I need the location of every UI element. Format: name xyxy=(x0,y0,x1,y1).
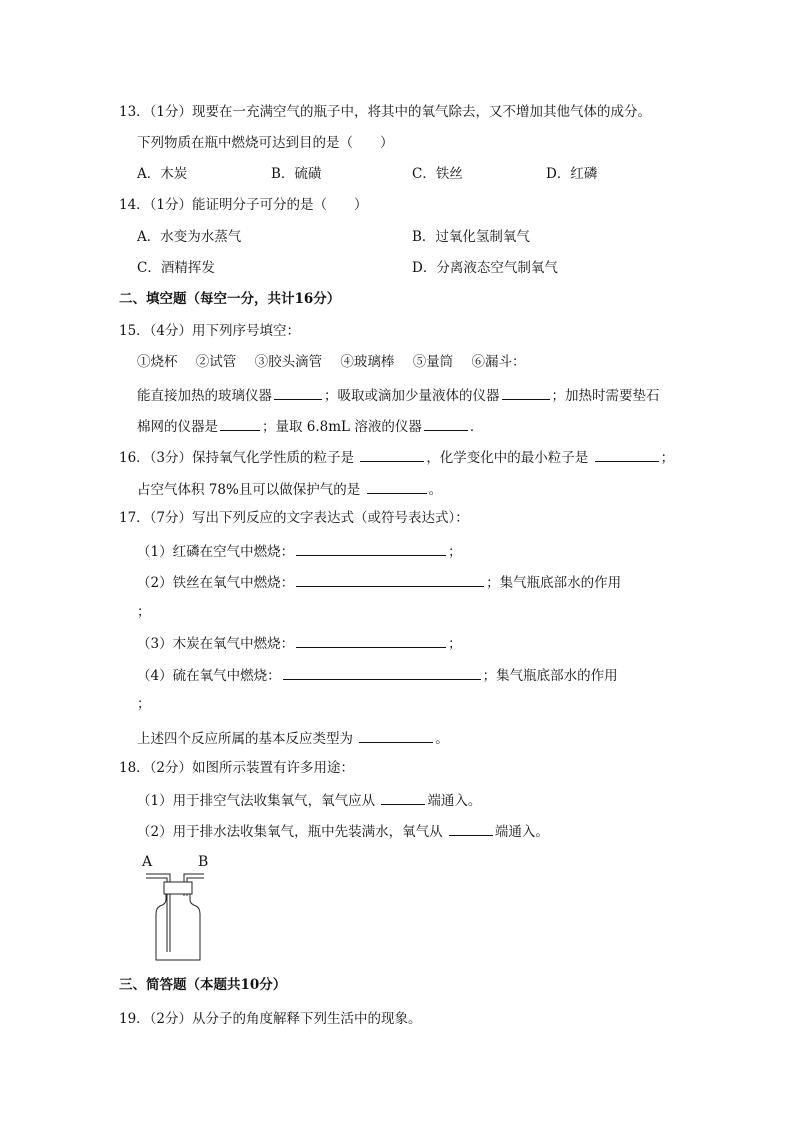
q18-part2-label: （2）用于排水法收集氧气，瓶中先装满水，氧气从 xyxy=(137,824,447,840)
q18-part2-end: 端通入。 xyxy=(494,824,549,840)
equipment-dropper: ③胶头滴管 xyxy=(254,354,323,370)
q17-summary xyxy=(137,728,449,748)
q17-part3 xyxy=(137,633,462,653)
gas-collection-bottle-diagram xyxy=(140,852,220,964)
q15-direct-heat-label: 能直接加热的玻璃仪器 xyxy=(137,388,272,404)
q18-part2 xyxy=(137,821,549,841)
q13-stem-line1: 13．（1分）现要在一充满空气的瓶子中，将其中的氧气除去，又不增加其他气体的成分。 xyxy=(119,104,652,120)
q16-protective-gas-label: 占空气体积 78%且可以做保护气的是 xyxy=(137,482,365,498)
answer-blank[interactable] xyxy=(274,385,322,400)
q14-option-b: B．过氧化氢制氧气 xyxy=(412,229,530,245)
answer-blank[interactable] xyxy=(595,447,659,462)
q19-stem: 19．（2分）从分子的角度解释下列生活中的现象。 xyxy=(119,1011,422,1027)
q15-line3 xyxy=(137,385,660,405)
answer-blank[interactable] xyxy=(381,790,425,805)
q16-line1 xyxy=(119,447,674,467)
q13-stem-line2: 下列物质在瓶中燃烧可达到目的是（ ） xyxy=(137,135,394,151)
q17-part1-label: （1）红磷在空气中燃烧： xyxy=(137,544,295,560)
q18-stem: 18．（2分）如图所示装置有许多用途： xyxy=(119,760,355,776)
equipment-glass-rod: ④玻璃棒 xyxy=(340,354,395,370)
q14-option-d: D．分离液态空气制氧气 xyxy=(412,260,558,276)
q14-option-c: C．酒精挥发 xyxy=(137,260,215,276)
q13-option-c: C．铁丝 xyxy=(412,166,463,182)
q17-summary-label: 上述四个反应所属的基本反应类型为 xyxy=(137,731,358,747)
q17-summary-end: 。 xyxy=(435,731,449,747)
answer-blank[interactable] xyxy=(296,572,484,587)
equipment-test-tube: ②试管 xyxy=(195,354,237,370)
q17-part1-end: ； xyxy=(448,544,462,560)
q15-line4 xyxy=(137,416,483,436)
q16-line2 xyxy=(137,479,442,499)
q15-stem: 15．（4分）用下列序号填空： xyxy=(119,323,301,339)
q18-part1-end: 端通入。 xyxy=(427,793,482,809)
q15-line4-end: ． xyxy=(469,419,484,435)
q17-part4-label: （4）硫在氧气中燃烧： xyxy=(137,668,281,684)
q13-option-d: D．红磷 xyxy=(546,166,598,182)
q13-option-b: B．硫磺 xyxy=(271,166,322,182)
q13-option-a: A．木炭 xyxy=(137,166,188,182)
section-heading-fill-blank: 二、填空题（每空一分，共计16分） xyxy=(119,291,341,307)
q15-asbestos-label: ；加热时需要垫石 xyxy=(551,388,660,404)
answer-blank[interactable] xyxy=(449,821,493,836)
q15-measure-label: ；量取 6.8mL 溶液的仪器 xyxy=(262,419,422,435)
q16-smallest-particle-label: ，化学变化中的最小粒子是 xyxy=(426,450,593,466)
q17-part4 xyxy=(137,665,618,685)
q17-part2-label: （2）铁丝在氧气中燃烧： xyxy=(137,575,295,591)
tube-label-a: A xyxy=(142,854,153,870)
q16-line2-end: 。 xyxy=(428,482,443,498)
q17-part2-end: ；集气瓶底部水的作用 xyxy=(486,575,622,591)
q18-part1-label: （1）用于排空气法收集氧气，氧气应从 xyxy=(137,793,380,809)
answer-blank[interactable] xyxy=(360,447,424,462)
q18-part1 xyxy=(137,790,481,810)
q17-part2 xyxy=(137,572,621,592)
answer-blank[interactable] xyxy=(296,541,446,556)
q15-gauze-label: 棉网的仪器是 xyxy=(137,419,218,435)
equipment-graduated-cylinder: ⑤量筒 xyxy=(412,354,454,370)
answer-blank[interactable] xyxy=(283,665,481,680)
q16-oxygen-particle-label: 16．（3分）保持氧气化学性质的粒子是 xyxy=(119,450,359,466)
q14-stem: 14．（1分）能证明分子可分的是（ ） xyxy=(119,197,368,213)
q17-part1 xyxy=(137,541,462,561)
equipment-funnel: ⑥漏斗： xyxy=(471,354,526,370)
q17-stem: 17．（7分）写出下列反应的文字表达式（或符号表达式）： xyxy=(119,510,469,526)
stopper xyxy=(164,882,192,894)
q17-part2-cont: ； xyxy=(137,604,151,620)
q17-part4-end: ；集气瓶底部水的作用 xyxy=(482,668,618,684)
q17-part3-label: （3）木炭在氧气中燃烧： xyxy=(137,636,295,652)
answer-blank[interactable] xyxy=(502,385,550,400)
answer-blank[interactable] xyxy=(424,416,468,431)
answer-blank[interactable] xyxy=(296,633,446,648)
tube-label-b: B xyxy=(198,854,209,870)
q17-part3-end: ； xyxy=(448,636,462,652)
answer-blank[interactable] xyxy=(220,416,260,431)
q15-equipment-list xyxy=(137,353,539,371)
section-heading-short-answer: 三、简答题（本题共10分） xyxy=(119,977,287,993)
q14-option-a: A．水变为水蒸气 xyxy=(137,229,242,245)
q17-part4-cont: ； xyxy=(137,696,151,712)
q15-dropper-label: ；吸取或滴加少量液体的仪器 xyxy=(324,388,500,404)
equipment-beaker: ①烧杯 xyxy=(137,354,178,370)
answer-blank[interactable] xyxy=(367,479,427,494)
q16-line1-end: ； xyxy=(660,450,675,466)
answer-blank[interactable] xyxy=(359,728,433,743)
bottle xyxy=(156,894,200,960)
